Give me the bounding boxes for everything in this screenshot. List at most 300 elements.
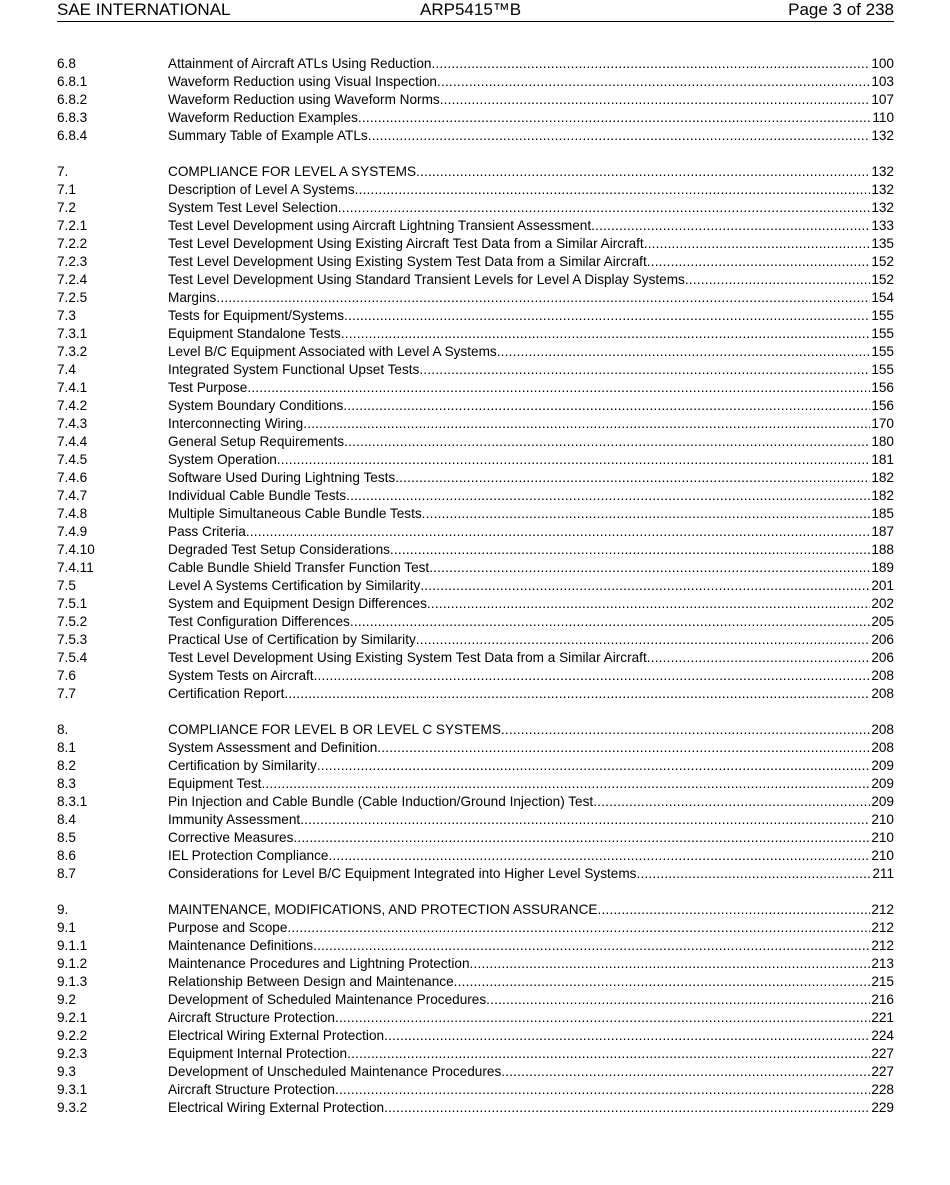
toc-entry-number: 9.2 [57,992,76,1007]
toc-entry-page: 185 [871,506,894,521]
toc-entry-number: 8.7 [57,866,76,881]
toc-entry[interactable] [57,523,894,541]
toc-entry[interactable] [57,919,894,937]
toc-entry-number: 7.4.10 [57,542,95,557]
dot-leader [246,523,871,541]
toc-entry-body [168,253,894,271]
toc-entry[interactable] [57,793,894,811]
toc-entry-body [168,451,894,469]
toc-entry-page: 212 [871,938,894,953]
toc-entry-page: 221 [871,1010,894,1025]
dot-leader [420,577,870,595]
toc-entry-number: 7.1 [57,182,76,197]
toc-entry-title: Tests for Equipment/Systems [168,308,345,323]
toc-entry-title: Certification by Similarity [168,758,317,773]
toc-entry-body [168,163,894,181]
toc-entry[interactable] [57,217,894,235]
toc-entry[interactable] [57,1009,894,1027]
toc-entry-number: 9.2.1 [57,1010,88,1025]
toc-entry-body [168,847,894,865]
toc-entry[interactable] [57,199,894,217]
dot-leader [636,865,871,883]
dot-leader [247,379,870,397]
toc-entry[interactable] [57,325,894,343]
toc-entry-number: 7.4.7 [57,488,88,503]
toc-entry-title: Level A Systems Certification by Similarity [168,578,421,593]
toc-entry[interactable] [57,685,894,703]
document-number: ARP5415™B [420,0,522,19]
toc-entry-body [168,595,894,613]
toc-entry-page: 210 [871,848,894,863]
toc-entry[interactable] [57,181,894,199]
toc-entry-title: Equipment Standalone Tests [168,326,341,341]
toc-entry-title: Electrical Wiring External Protection [168,1100,385,1115]
toc-entry-title: Test Level Development Using Existing Aircraft Test Data from a Similar Aircraft [168,236,644,251]
toc-entry[interactable] [57,541,894,559]
dot-leader [429,559,870,577]
toc-entry-page: 182 [871,470,894,485]
toc-entry[interactable] [57,1081,894,1099]
toc-entry[interactable] [57,667,894,685]
toc-entry-number: 8.1 [57,740,76,755]
toc-entry-title: Software Used During Lightning Tests [168,470,396,485]
dot-leader [440,91,871,109]
toc-entry-number: 9. [57,902,69,917]
toc-entry-number: 7.2.2 [57,236,88,251]
toc-entry-number: 6.8 [57,56,76,71]
toc-entry-body [168,55,894,73]
toc-entry-title: Integrated System Functional Upset Tests [168,362,420,377]
dot-leader [300,811,870,829]
dot-leader [350,613,870,631]
toc-entry-title: Cable Bundle Shield Transfer Function Test [168,560,430,575]
toc-entry-number: 7.4.4 [57,434,88,449]
toc-entry[interactable] [57,649,894,667]
toc-entry-page: 208 [871,740,894,755]
toc-entry-body [168,937,894,955]
toc-entry-page: 182 [871,488,894,503]
toc-entry-body [168,181,894,199]
dot-leader [422,505,871,523]
toc-entry-title: Waveform Reduction using Visual Inspection [168,74,437,89]
toc-entry[interactable] [57,163,894,181]
toc-entry-body [168,793,894,811]
toc-entry-title: Considerations for Level B/C Equipment Integrated into Higher Level Systems [168,866,637,881]
toc-entry-page: 107 [871,92,894,107]
toc-entry[interactable] [57,1027,894,1045]
toc-entry-page: 152 [871,254,894,269]
toc-entry-title: Maintenance Definitions [168,938,314,953]
toc-entry-page: 224 [871,1028,894,1043]
toc-entry[interactable] [57,235,894,253]
toc-entry-number: 7.5.1 [57,596,88,611]
toc-entry-title: Attainment of Aircraft ATLs Using Reduction [168,56,432,71]
toc-entry[interactable] [57,865,894,883]
toc-entry-title: Aircraft Structure Protection [168,1010,335,1025]
toc-entry-body [168,577,894,595]
dot-leader [293,829,870,847]
toc-entry-body [168,865,894,883]
dot-leader [384,1099,870,1117]
toc-entry-title: Test Configuration Differences [168,614,350,629]
toc-entry[interactable] [57,433,894,451]
toc-entry-number: 7.4.5 [57,452,88,467]
toc-entry-title: Summary Table of Example ATLs [168,128,368,143]
toc-entry-title: COMPLIANCE FOR LEVEL A SYSTEMS [168,164,417,179]
dot-leader [390,541,870,559]
toc-entry[interactable] [57,937,894,955]
toc-entry-page: 170 [871,416,894,431]
toc-entry-number: 8.5 [57,830,76,845]
toc-entry-number: 6.8.4 [57,128,88,143]
toc-entry[interactable] [57,73,894,91]
toc-entry-number: 7.4.9 [57,524,88,539]
toc-entry-page: 228 [871,1082,894,1097]
toc-entry-page: 208 [871,668,894,683]
toc-entry-body [168,1045,894,1063]
toc-entry-page: 201 [871,578,894,593]
dot-leader [486,991,870,1009]
toc-entry-body [168,991,894,1009]
toc-entry-title: Waveform Reduction Examples [168,110,358,125]
toc-entry-number: 8.4 [57,812,76,827]
toc-entry-number: 9.1 [57,920,76,935]
publisher-name: SAE INTERNATIONAL [57,0,231,19]
toc-entry-title: Maintenance Procedures and Lightning Protection [168,956,470,971]
toc-entry[interactable] [57,289,894,307]
toc-entry-number: 8. [57,722,69,737]
toc-entry[interactable] [57,505,894,523]
dot-leader [384,1027,870,1045]
toc-entry-number: 7.5 [57,578,76,593]
toc-entry[interactable] [57,451,894,469]
dot-leader [328,847,870,865]
dot-leader [501,1063,870,1081]
toc-entry-page: 212 [871,902,894,917]
toc-entry-page: 188 [871,542,894,557]
toc-entry[interactable] [57,55,894,73]
toc-entry-title: Corrective Measures [168,830,294,845]
toc-entry-body [168,955,894,973]
toc-entry-number: 7.6 [57,668,76,683]
toc-entry[interactable] [57,469,894,487]
dot-leader [347,1045,870,1063]
dot-leader [501,721,870,739]
dot-leader [355,181,871,199]
toc-entry-number: 7.5.3 [57,632,88,647]
toc-entry-body [168,775,894,793]
toc-entry-page: 212 [871,920,894,935]
toc-entry-body [168,685,894,703]
toc-entry-number: 7.4.6 [57,470,88,485]
dot-leader [598,901,871,919]
toc-entry-body [168,271,894,289]
toc-entry-number: 9.1.1 [57,938,88,953]
toc-entry-page: 155 [871,362,894,377]
toc-entry-number: 8.2 [57,758,76,773]
toc-entry[interactable] [57,253,894,271]
toc-entry-number: 7.5.4 [57,650,88,665]
toc-entry-title: Purpose and Scope [168,920,288,935]
toc-entry[interactable] [57,379,894,397]
toc-entry-number: 7.2 [57,200,76,215]
dot-leader [470,955,871,973]
toc-section [57,55,894,145]
toc-entry[interactable] [57,361,894,379]
toc-entry-title: Pin Injection and Cable Bundle (Cable Induction/Ground Injection) Test [168,794,594,809]
toc-entry-number: 6.8.2 [57,92,88,107]
table-of-contents [57,55,894,1135]
toc-entry-number: 9.3 [57,1064,76,1079]
toc-entry-page: 132 [871,128,894,143]
dot-leader [416,163,870,181]
toc-entry-page: 227 [871,1046,894,1061]
dot-leader [287,919,870,937]
dot-leader [416,631,871,649]
dot-leader [591,217,870,235]
dot-leader [431,55,870,73]
dot-leader [343,397,870,415]
toc-entry[interactable] [57,811,894,829]
toc-section [57,163,894,703]
toc-entry[interactable] [57,343,894,361]
toc-entry-number: 9.1.3 [57,974,88,989]
toc-entry-number: 8.6 [57,848,76,863]
page-number: Page 3 of 238 [788,0,894,19]
dot-leader [313,937,870,955]
toc-entry-title: Development of Scheduled Maintenance Procedures [168,992,487,1007]
toc-entry[interactable] [57,955,894,973]
toc-entry-page: 154 [871,290,894,305]
toc-entry-page: 209 [871,794,894,809]
toc-entry-number: 9.3.1 [57,1082,88,1097]
toc-entry-title: System Test Level Selection [168,200,338,215]
toc-entry-page: 205 [871,614,894,629]
toc-entry-number: 6.8.3 [57,110,88,125]
toc-entry-title: Aircraft Structure Protection [168,1082,335,1097]
toc-entry[interactable] [57,487,894,505]
toc-entry-page: 155 [871,344,894,359]
toc-entry-body [168,901,894,919]
toc-entry-body [168,523,894,541]
toc-entry-page: 133 [871,218,894,233]
toc-entry-body [168,1081,894,1099]
dot-leader [368,127,871,145]
toc-entry[interactable] [57,775,894,793]
toc-entry-number: 8.3 [57,776,76,791]
toc-entry-page: 135 [871,236,894,251]
dot-leader [335,1009,870,1027]
toc-section [57,901,894,1117]
dot-leader [277,451,871,469]
toc-entry-page: 202 [871,596,894,611]
dot-leader [303,415,870,433]
toc-entry[interactable] [57,829,894,847]
toc-entry-page: 229 [871,1100,894,1115]
toc-entry-number: 7.2.5 [57,290,88,305]
page-header [57,0,894,22]
toc-entry-body [168,613,894,631]
toc-entry-title: IEL Protection Compliance [168,848,329,863]
toc-entry-page: 213 [871,956,894,971]
toc-entry-body [168,757,894,775]
toc-entry-body [168,469,894,487]
toc-entry[interactable] [57,1099,894,1117]
toc-entry-title: Relationship Between Design and Maintenance [168,974,454,989]
toc-entry[interactable] [57,613,894,631]
toc-entry-number: 6.8.1 [57,74,88,89]
toc-entry-body [168,343,894,361]
toc-entry[interactable] [57,973,894,991]
dot-leader [317,757,870,775]
toc-entry-page: 210 [871,830,894,845]
toc-entry-body [168,91,894,109]
toc-entry-body [168,505,894,523]
toc-entry-page: 216 [871,992,894,1007]
dot-leader [344,307,870,325]
toc-entry-title: Equipment Internal Protection [168,1046,348,1061]
toc-entry-number: 7. [57,164,69,179]
toc-entry-body [168,397,894,415]
toc-entry-body [168,325,894,343]
toc-entry-number: 7.4.11 [57,560,94,575]
toc-entry[interactable] [57,577,894,595]
toc-entry-page: 110 [872,110,894,125]
toc-entry[interactable] [57,721,894,739]
toc-entry-number: 8.3.1 [57,794,88,809]
toc-entry-title: Practical Use of Certification by Similarity [168,632,416,647]
toc-entry-title: Test Purpose [168,380,248,395]
toc-entry[interactable] [57,1063,894,1081]
toc-entry-page: 156 [871,380,894,395]
toc-entry-page: 156 [871,398,894,413]
toc-entry-body [168,379,894,397]
toc-entry-page: 210 [871,812,894,827]
toc-entry-number: 7.4 [57,362,76,377]
toc-entry[interactable] [57,109,894,127]
toc-entry-number: 7.4.1 [57,380,88,395]
toc-entry[interactable] [57,595,894,613]
toc-entry-title: Immunity Assessment [168,812,301,827]
toc-entry[interactable] [57,271,894,289]
toc-entry-title: Development of Unscheduled Maintenance Procedures [168,1064,502,1079]
toc-entry-body [168,199,894,217]
toc-entry-title: Waveform Reduction using Waveform Norms [168,92,440,107]
toc-entry[interactable] [57,757,894,775]
toc-entry[interactable] [57,127,894,145]
toc-entry-body [168,217,894,235]
dot-leader [341,325,871,343]
toc-entry[interactable] [57,1045,894,1063]
toc-entry-body [168,721,894,739]
toc-entry-body [168,739,894,757]
toc-entry[interactable] [57,901,894,919]
toc-entry-body [168,973,894,991]
toc-entry-title: General Setup Requirements [168,434,345,449]
toc-entry[interactable] [57,991,894,1009]
toc-entry-body [168,811,894,829]
toc-entry-title: System Operation [168,452,277,467]
toc-entry[interactable] [57,631,894,649]
toc-entry-page: 181 [871,452,894,467]
toc-entry-number: 9.3.2 [57,1100,88,1115]
toc-entry-body [168,559,894,577]
toc-entry-number: 7.3.2 [57,344,88,359]
toc-entry-page: 155 [871,326,894,341]
toc-entry[interactable] [57,415,894,433]
toc-entry-title: Individual Cable Bundle Tests [168,488,347,503]
toc-entry-title: Test Level Development Using Existing System Test Data from a Similar Aircraft [168,650,647,665]
dot-leader [346,487,870,505]
dot-leader [395,469,870,487]
toc-entry-page: 189 [871,560,894,575]
toc-entry-body [168,307,894,325]
toc-entry-number: 7.2.4 [57,272,88,287]
toc-entry-body [168,109,894,127]
toc-entry-title: Test Level Development using Aircraft Lightning Transient Assessment [168,218,592,233]
toc-entry-number: 9.1.2 [57,956,88,971]
toc-entry-number: 7.2.3 [57,254,88,269]
dot-leader [216,289,870,307]
toc-entry-number: 7.7 [57,686,76,701]
toc-entry-title: Equipment Test [168,776,262,791]
dot-leader [497,343,871,361]
toc-entry-body [168,487,894,505]
toc-entry[interactable] [57,397,894,415]
toc-entry-number: 7.3 [57,308,76,323]
toc-entry-body [168,1063,894,1081]
toc-entry-page: 155 [871,308,894,323]
toc-section [57,721,894,883]
toc-entry-number: 7.2.1 [57,218,88,233]
toc-entry-page: 206 [871,632,894,647]
toc-entry[interactable] [57,307,894,325]
toc-entry[interactable] [57,91,894,109]
toc-entry-body [168,1027,894,1045]
dot-leader [454,973,871,991]
toc-entry-page: 152 [871,272,894,287]
dot-leader [377,739,870,757]
dot-leader [437,73,870,91]
toc-entry-body [168,235,894,253]
toc-entry-body [168,631,894,649]
toc-entry-page: 180 [871,434,894,449]
toc-entry-title: COMPLIANCE FOR LEVEL B OR LEVEL C SYSTEMS [168,722,501,737]
toc-entry-title: Test Level Development Using Existing System Test Data from a Similar Aircraft [168,254,647,269]
toc-entry-body [168,361,894,379]
dot-leader [644,235,871,253]
dot-leader [335,1081,870,1099]
toc-entry-title: System Tests on Aircraft [168,668,314,683]
toc-entry-page: 132 [871,200,894,215]
toc-entry-number: 7.5.2 [57,614,88,629]
toc-entry-body [168,289,894,307]
toc-entry-body [168,829,894,847]
toc-entry[interactable] [57,739,894,757]
toc-entry[interactable] [57,559,894,577]
toc-entry-number: 7.4.2 [57,398,88,413]
toc-entry-body [168,415,894,433]
toc-entry-page: 227 [871,1064,894,1079]
toc-entry[interactable] [57,847,894,865]
toc-entry-page: 215 [871,974,894,989]
toc-entry-page: 132 [871,164,894,179]
toc-entry-page: 208 [871,722,894,737]
toc-entry-page: 132 [871,182,894,197]
toc-entry-body [168,1099,894,1117]
toc-entry-body [168,649,894,667]
toc-entry-page: 103 [871,74,894,89]
